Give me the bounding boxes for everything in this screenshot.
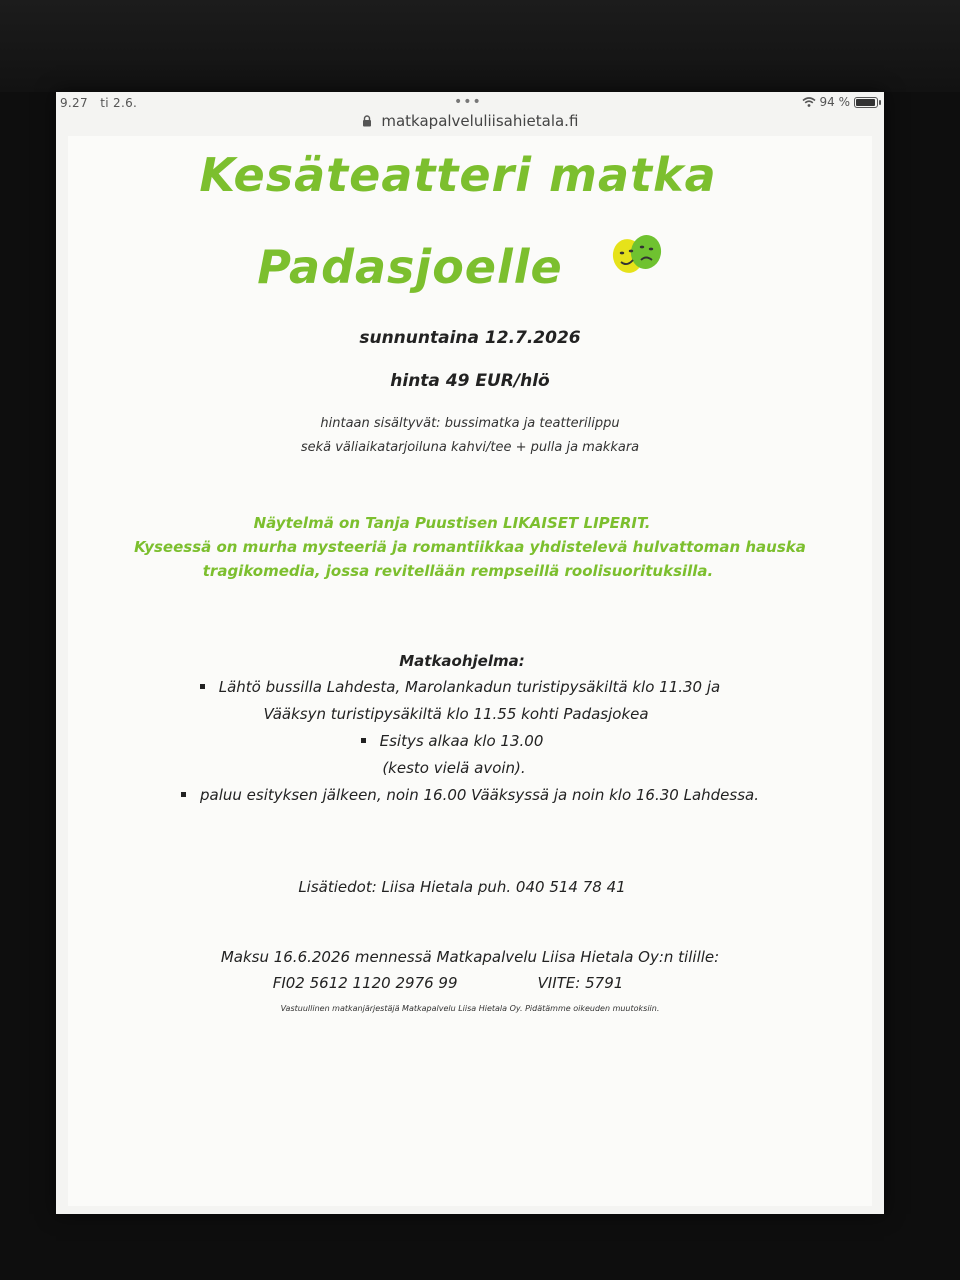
battery-icon	[854, 97, 878, 108]
program-line3: Esitys alkaa klo 13.00	[379, 732, 544, 750]
program-line5: paluu esityksen jälkeen, noin 16.00 Vääksyssä ja noin klo 16.30 Lahdessa.	[200, 786, 759, 804]
status-right	[802, 95, 879, 109]
status-bar	[56, 92, 884, 114]
status-time: 9.27	[60, 96, 88, 110]
payment-details	[56, 974, 850, 992]
bullet-icon	[361, 738, 366, 743]
payment-line1: Maksu 16.6.2026 mennessä Matkapalvelu Liisa Hietala Oy:n tilille:	[220, 948, 720, 966]
event-price: hinta 49 EUR/hlö	[390, 371, 550, 391]
url-text: matkapalveluliisahietala.fi	[381, 112, 579, 130]
wifi-icon	[802, 97, 816, 107]
program-line4: (kesto vielä avoin).	[382, 759, 526, 777]
reference-number: VIITE: 5791	[537, 974, 624, 992]
flyer-page	[68, 136, 872, 1206]
battery-percent: 94 %	[819, 95, 850, 109]
program-item-return	[68, 786, 872, 804]
contact-info: Lisätiedot: Liisa Hietala puh. 040 514 78 41	[298, 878, 626, 896]
lock-icon	[362, 113, 372, 131]
event-date: sunnuntaina 12.7.2026	[359, 328, 581, 348]
play-line2: Kyseessä on murha mysteeriä ja romantiikkaa yhdistelevä hulvattoman hauska	[134, 538, 806, 556]
status-date: ti 2.6.	[100, 96, 138, 110]
theater-masks-icon	[608, 232, 666, 280]
disclaimer: Vastuullinen matkanjärjestäjä Matkapalvelu Liisa Hietala Oy. Pidätämme oikeuden muutoksiin.	[280, 1004, 660, 1013]
battery-fill	[856, 99, 875, 106]
play-line3: tragikomedia, jossa revitellään rempseillä roolisuorituksilla.	[202, 562, 714, 580]
iban: FI02 5612 1120 2976 99	[272, 974, 458, 992]
bullet-icon	[200, 684, 205, 689]
included-line1: hintaan sisältyvät: bussimatka ja teatterilippu	[320, 416, 620, 431]
bullet-icon	[181, 792, 186, 797]
tablet-bezel	[0, 0, 960, 92]
program-line1: Lähtö bussilla Lahdesta, Marolankadun turistipysäkiltä klo 11.30 ja	[218, 678, 721, 696]
multitask-dots-icon[interactable]: •••	[454, 94, 482, 110]
program-heading: Matkaohjelma:	[399, 652, 525, 670]
address-bar[interactable]	[56, 112, 884, 134]
status-time-date	[60, 96, 137, 110]
program-item-departure	[58, 678, 862, 696]
flyer-title-line1: Kesäteatteri matka	[199, 148, 717, 202]
program-line2: Vääksyn turistipysäkiltä klo 11.55 kohti Padasjokea	[263, 705, 649, 723]
play-line1: Näytelmä on Tanja Puustisen LIKAISET LIPERIT.	[253, 514, 651, 532]
flyer-title-line2: Padasjoelle	[257, 240, 563, 294]
tablet-screen	[56, 92, 884, 1214]
program-item-show	[56, 732, 854, 750]
included-line2: sekä väliaikatarjoiluna kahvi/tee + pulla ja makkara	[300, 440, 640, 455]
